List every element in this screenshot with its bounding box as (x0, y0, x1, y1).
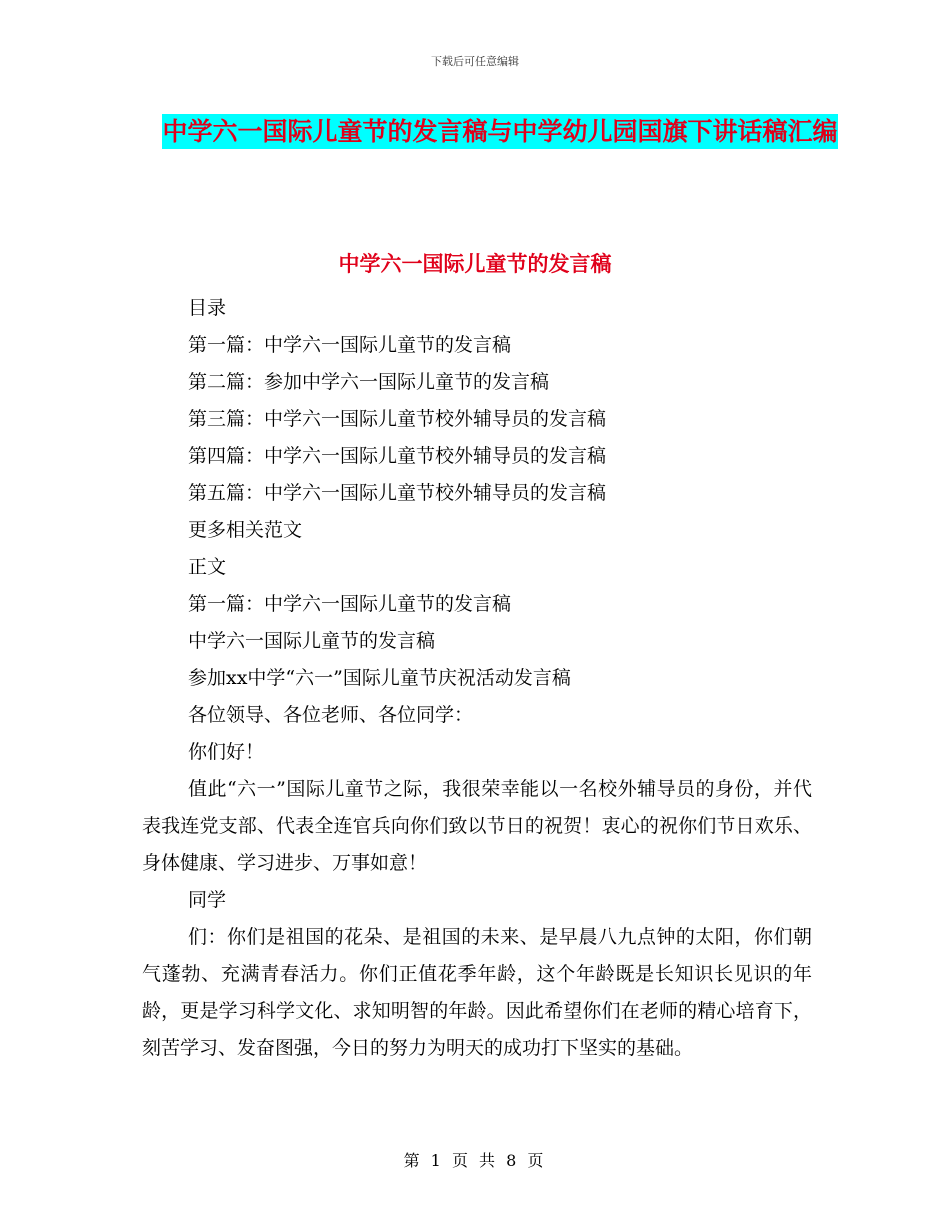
chapter-heading: 第一篇：中学六一国际儿童节的发言稿 (188, 593, 512, 615)
page-footer: 第 1 页 共 8 页 (403, 1151, 547, 1170)
toc-more-link: 更多相关范文 (188, 519, 303, 541)
document-title (140, 110, 860, 154)
paragraph: 们：你们是祖国的花朵、是祖国的未来、是早晨八九点钟的太阳，你们朝气蓬勃、充满青春活力。你们正值花季年龄，这个年龄既是长知识长见识的年龄，更是学习科学文化、求知明智的年龄。因此希望你们在老师的精心培育下，刻苦学习、发奋图强，今日的努力为明天的成功打下坚实的基础。 (142, 926, 812, 1059)
section-title: 中学六一国际儿童节的发言稿 (338, 252, 612, 276)
toc-item-2: 第二篇：参加中学六一国际儿童节的发言稿 (188, 371, 550, 393)
toc-item-1: 第一篇：中学六一国际儿童节的发言稿 (188, 334, 512, 356)
document-title-text: 中学六一国际儿童节的发言稿与中学幼儿园国旗下讲话稿汇编 (162, 114, 837, 149)
toc-item-5: 第五篇：中学六一国际儿童节校外辅导员的发言稿 (188, 482, 607, 504)
speech-address-line: 同学 (188, 889, 227, 911)
document-body (142, 290, 812, 1067)
toc-heading: 目录 (188, 297, 227, 319)
paragraph: 值此“六一”国际儿童节之际，我很荣幸能以一名校外辅导员的身份，并代表我连党支部、代表全连官兵向你们致以节日的祝贺！衷心的祝你们节日欢乐、身体健康、学习进步、万事如意！ (142, 778, 812, 874)
speech-greeting: 你们好！ (188, 741, 265, 763)
speech-salutation: 各位领导、各位老师、各位同学： (188, 704, 474, 726)
speech-title: 中学六一国际儿童节的发言稿 (188, 630, 436, 652)
page-header-note: 下载后可任意编辑 (431, 55, 519, 68)
toc-item-4: 第四篇：中学六一国际儿童节校外辅导员的发言稿 (188, 445, 607, 467)
toc-item-3: 第三篇：中学六一国际儿童节校外辅导员的发言稿 (188, 408, 607, 430)
speech-subtitle: 参加xx中学“六一”国际儿童节庆祝活动发言稿 (188, 667, 571, 689)
body-heading: 正文 (188, 556, 227, 578)
